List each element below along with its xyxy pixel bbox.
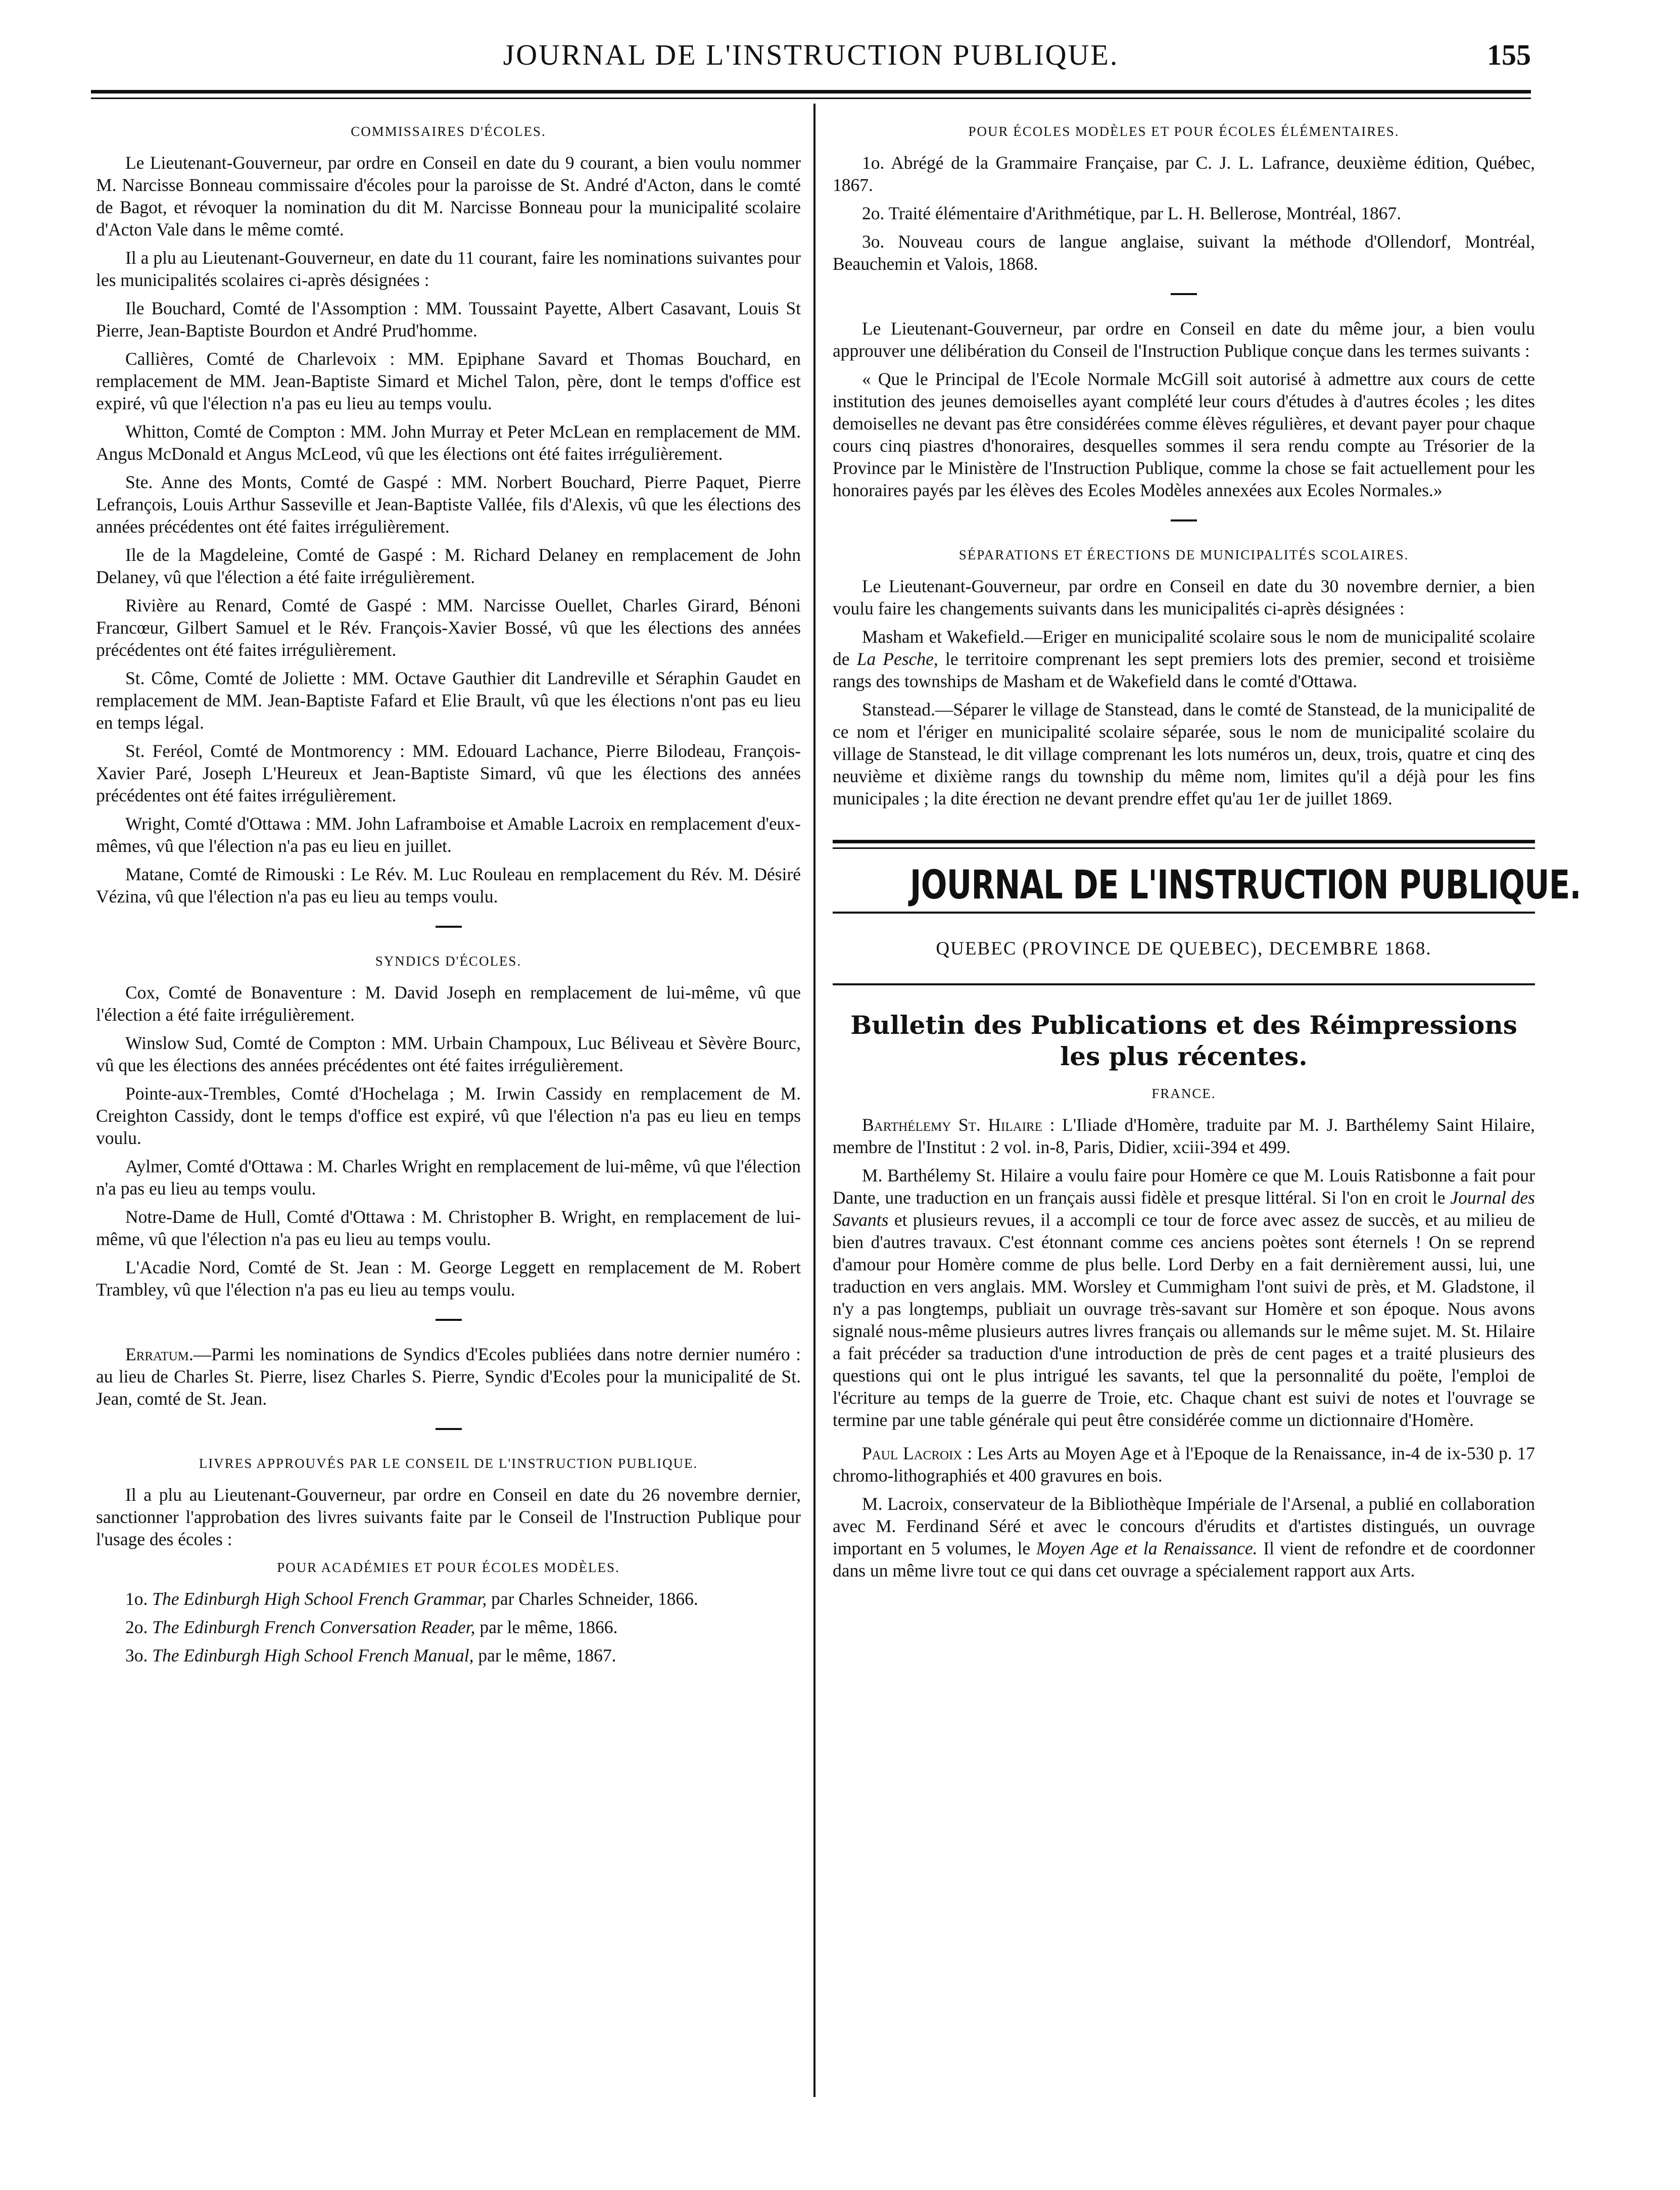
paragraph: Winslow Sud, Comté de Compton : MM. Urbain Champoux, Luc Béliveau et Sèvère Bourc, vû que les élections des années précédentes ont été faites irrégulièrement. [96,1033,801,1075]
paragraph: Ste. Anne des Monts, Comté de Gaspé : MM. Norbert Bouchard, Pierre Paquet, Pierre Lefrançois, Louis Arthur Sasseville et Jean-Baptiste Vallée, fils d'Alexis, vû que les élections des années précédentes ont été faites irrégulièrement. [96,472,801,537]
journal-masthead-block [833,840,1581,985]
section-heading-livres: LIVRES APPROUVÉS PAR LE CONSEIL DE L'INSTRUCTION PUBLIQUE. [199,1456,698,1471]
bulletin-entry: Paul Lacroix : Les Arts au Moyen Age et à l'Epoque de la Renaissance, in-4 de ix-530 p. 17 chromo-lithographiés et 400 gravures en bois. [833,1443,1535,1486]
paragraph: Le Lieutenant-Gouverneur, par ordre en Conseil en date du 30 novembre dernier, a bien voulu faire les changements suivants dans les municipalités ci-après désignées : [833,576,1535,618]
masthead-rule [833,840,1535,849]
paragraph: Cox, Comté de Bonaventure : M. David Joseph en remplacement de lui-même, vû que l'élection a été faite irrégulièrement. [96,982,801,1025]
page-number: 155 [1487,38,1531,71]
paragraph: Stanstead.—Séparer le village de Stanstead, dans le comté de Stanstead, de la municipalité de ce nom et l'ériger en municipalité scolaire séparée, sous le nom de municipalité scolaire du village de Stanstead, le dit village comprenant les lots numéros un, deux, trois, quatre et cinq des neuvième et dixième rangs du township du même nom, limites qu'il a déjà pour les fins municipales ; la dite érection ne devant prendre effet qu'au 1er de juillet 1869. [833,699,1535,808]
column-divider [813,104,815,2097]
page-header [91,38,1531,78]
masthead-rule [833,912,1535,914]
book-entry: 2o. The Edinburgh French Conversation Reader, par le même, 1866. [125,1617,618,1637]
section-heading-france: FRANCE. [1151,1086,1216,1101]
book-entry: 2o. Traité élémentaire d'Arithmétique, par L. H. Bellerose, Montréal, 1867. [862,203,1402,223]
section-divider [436,1319,462,1321]
author-name: Barthélemy St. Hilaire [862,1115,1042,1135]
right-column [833,115,1581,1588]
subheading-academies: POUR ACADÉMIES ET POUR ÉCOLES MODÈLES. [277,1560,620,1575]
paragraph: Wright, Comté d'Ottawa : MM. John Laframboise et Amable Lacroix en remplacement d'eux-mêmes, vû que l'élection n'a pas eu lieu en juillet. [96,814,801,856]
paragraph: L'Acadie Nord, Comté de St. Jean : M. George Leggett en remplacement de M. Robert Trambley, vû que l'élection n'a pas eu lieu au temps voulu. [96,1257,801,1300]
paragraph: St. Feréol, Comté de Montmorency : MM. Edouard Lachance, Pierre Bilodeau, François-Xavier Paré, Joseph L'Heureux et Jean-Baptiste Simard, vû que les élections des années précédentes ont été faites irrégulièrement. [96,741,801,805]
book-entry: 3o. Nouveau cours de langue anglaise, suivant la méthode d'Ollendorf, Montréal, Beauchemin et Valois, 1868. [833,231,1535,274]
paragraph: M. Barthélemy St. Hilaire a voulu faire pour Homère ce que M. Louis Ratisbonne a fait pour Dante, une traduction en un français aussi fidèle et presque littéral. Si l'on en croit le Journal des Savants et plusieurs revues, il a accompli ce tour de force avec assez de succès, et au milieu de bien d'autres travaux. C'est étonnant comme ces anciens poètes sont éternels ! On se reprend d'amour pour Homère comme de plus belle. Lord Derby en a fait dernièrement aussi, lui, une traduction en vers anglais. MM. Worsley et Cummigham l'ont suivi de près, et M. Gladstone, il n'y a pas longtemps, publiait un ouvrage très-savant sur Homère et son époque. Nous avons signalé nous-même plusieurs autres livres français ou allemands sur le même sujet. M. St. Hilaire a fait précéder sa traduction d'une introduction de près de cent pages et a traité plusieurs des questions qui ont le plus intrigué les savants, tel que la personnalité du poëte, l'emploi de l'écriture au temps de la guerre de Troie, etc. Chaque chant est suivi de notes et l'ouvrage se termine par une table générale qui peut être considérée comme un dictionnaire d'Homère. [833,1165,1535,1430]
section-divider [436,1428,462,1430]
paragraph: Aylmer, Comté d'Ottawa : M. Charles Wright en remplacement de lui-même, vû que l'élection n'a pas eu lieu au temps voulu. [96,1156,801,1199]
subheading-ecoles-modeles: POUR ÉCOLES MODÈLES ET POUR ÉCOLES ÉLÉMENTAIRES. [968,124,1400,139]
paragraph: Ile de la Magdeleine, Comté de Gaspé : M. Richard Delaney en remplacement de John Delaney, vû que l'élection a été faite irrégulièrement. [96,545,801,587]
paragraph: Notre-Dame de Hull, Comté d'Ottawa : M. Christopher B. Wright, en remplacement de lui-même, vû que l'élection n'a pas eu lieu au temps voulu. [96,1207,801,1249]
paragraph: M. Lacroix, conservateur de la Bibliothèque Impériale de l'Arsenal, a publié en collaboration avec M. Ferdinand Séré et avec le concours d'érudits et d'artistes distingués, un ouvrage important en 5 volumes, le Moyen Age et la Renaissance. Il vient de refondre et de coordonner dans un même livre tout ce qui dans cet ouvrage a spécialement rapport aux Arts. [833,1494,1535,1581]
bulletin-title: Bulletin des Publications et des Réimpressions les plus récentes. [850,1010,1517,1071]
paragraph: Pointe-aux-Trembles, Comté d'Hochelaga ; M. Irwin Cassidy en remplacement de M. Creighton Cassidy, dont le temps d'office est expiré, vû que l'élection n'a pas eu lieu en temps voulu. [96,1083,801,1148]
journal-masthead: JOURNAL DE L'INSTRUCTION PUBLIQUE. [909,863,1581,908]
section-divider [1171,293,1197,295]
left-column [96,115,801,1673]
paragraph: Matane, Comté de Rimouski : Le Rév. M. Luc Rouleau en remplacement du Rév. M. Désiré Vézina, vû que l'élection n'a pas eu lieu au temps voulu. [96,864,801,907]
running-title: JOURNAL DE L'INSTRUCTION PUBLIQUE. [503,38,1119,71]
paragraph: St. Côme, Comté de Joliette : MM. Octave Gauthier dit Landreville et Séraphin Gaudet en remplacement de MM. Jean-Baptiste Fafard et Elie Brault, vû que les élections n'ont pas eu lieu en temps légal. [96,668,801,733]
section-divider [436,926,462,928]
paragraph: Ile Bouchard, Comté de l'Assomption : MM. Toussaint Payette, Albert Casavant, Louis St Pierre, Jean-Baptiste Bourdon et André Prud'homme. [96,298,801,341]
paragraph: Le Lieutenant-Gouverneur, par ordre en Conseil en date du 9 courant, a bien voulu nommer M. Narcisse Bonneau commissaire d'écoles pour la paroisse de St. André d'Acton, dans le comté de Bagot, et révoquer la nomination du dit M. Narcisse Bonneau pour la municipalité scolaire d'Acton Vale dans le même comté. [96,153,801,240]
section-heading-separations: SÉPARATIONS ET ÉRECTIONS DE MUNICIPALITÉS SCOLAIRES. [958,547,1409,562]
section-divider [1171,519,1197,521]
paragraph: Whitton, Comté de Compton : MM. John Murray et Peter McLean en remplacement de MM. Angus McDonald et Angus McLeod, vû que les élections ont été faites irrégulièrement. [96,421,801,464]
paragraph: Le Lieutenant-Gouverneur, par ordre en Conseil en date du même jour, a bien voulu approuver une délibération du Conseil de l'Instruction Publique conçue dans les termes suivants : [833,318,1535,361]
header-rule [91,90,1531,99]
book-entry: 3o. The Edinburgh High School French Manual, par le même, 1867. [125,1645,616,1665]
paragraph: Il a plu au Lieutenant-Gouverneur, en date du 11 courant, faire les nominations suivantes pour les municipalités scolaires ci-après désignées : [96,248,801,290]
author-name: Paul Lacroix [862,1443,963,1463]
bulletin-entry: Barthélemy St. Hilaire : L'Iliade d'Homère, traduite par M. J. Barthélemy Saint Hilaire, membre de l'Institut : 2 vol. in-8, Paris, Didier, xciii-394 et 499. [833,1115,1535,1157]
section-heading-syndics: SYNDICS D'ÉCOLES. [375,954,522,969]
erratum-label: Erratum. [125,1344,194,1364]
book-entry: 1o. Abrégé de la Grammaire Française, par C. J. L. Lafrance, deuxième édition, Québec, 1867. [833,153,1535,195]
quotation: « Que le Principal de l'Ecole Normale McGill soit autorisé à admettre aux cours de cette institution des jeunes demoiselles ayant complété leur cours d'études à d'autres écoles ; les dites demoiselles ne devant pas être considérées comme élèves régulières, et devant payer pour chaque cours cinq piastres d'honoraires, desquelles sommes il sera rendu compte au Trésorier de la Province par le Ministère de l'Instruction Publique, comme la chose se fait actuellement pour les honoraires payés par les élèves des Ecoles Modèles annexées aux Ecoles Normales.» [833,369,1535,500]
paragraph: Masham et Wakefield.—Eriger en municipalité scolaire sous le nom de municipalité scolaire de La Pesche, le territoire comprenant les sept premiers lots des premier, second et troisième rangs des townships de Masham et de Wakefield dans le comté d'Ottawa. [833,627,1535,691]
erratum-text: —Parmi les nominations de Syndics d'Ecoles publiées dans notre dernier numéro : au lieu de Charles St. Pierre, lisez Charles S. Pierre, Syndic d'Ecoles pour la municipalité de St. Jean, comté de St. Jean. [96,1344,801,1409]
paragraph: Il a plu au Lieutenant-Gouverneur, par ordre en Conseil en date du 26 novembre dernier, sanctionner l'approbation des livres suivants faite par le Conseil de l'Instruction Publique pour l'usage des écoles : [96,1485,801,1549]
dateline: QUEBEC (PROVINCE DE QUEBEC), DECEMBRE 1868. [936,938,1432,959]
masthead-rule [833,983,1535,985]
erratum-paragraph [96,1343,801,1410]
book-entry: 1o. The Edinburgh High School French Grammar, par Charles Schneider, 1866. [125,1589,698,1609]
section-heading-commissaires: COMMISSAIRES D'ÉCOLES. [351,124,546,139]
paragraph: Rivière au Renard, Comté de Gaspé : MM. Narcisse Ouellet, Charles Girard, Bénoni Francœur, Gilbert Samuel et le Rév. François-Xavier Bossé, vû que les élections des années précédentes ont été faites irrégulièrement. [96,595,801,660]
paragraph: Callières, Comté de Charlevoix : MM. Epiphane Savard et Thomas Bouchard, en remplacement de MM. Jean-Baptiste Simard et Michel Talon, père, dont le temps d'office est expiré, vû que l'élection n'a pas eu lieu au temps voulu. [96,349,801,413]
